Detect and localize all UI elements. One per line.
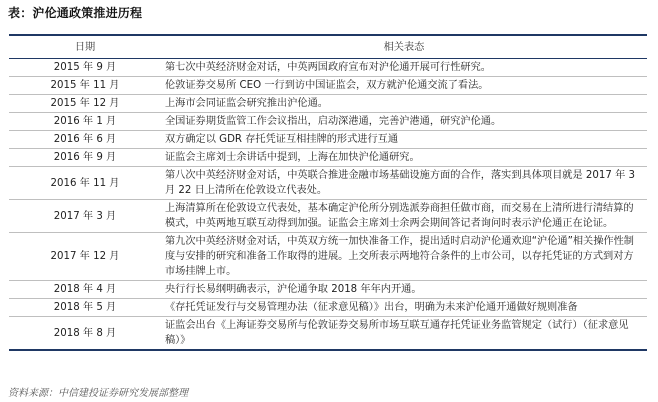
row-event: 《存托凭证发行与交易管理办法（征求意见稿）》出台，明确为未来沪伦通开通做好规则准备	[161, 299, 647, 317]
row-date: 2018 年 4 月	[9, 281, 161, 299]
table-row	[9, 113, 647, 131]
table-row	[9, 59, 647, 77]
row-event: 伦敦证券交易所 CEO 一行到访中国证监会，双方就沪伦通交流了看法。	[161, 77, 647, 95]
row-date: 2016 年 9 月	[9, 149, 161, 167]
row-event: 第七次中英经济财金对话，中英两国政府宣布对沪伦通开展可行性研究。	[161, 59, 647, 77]
row-event: 上海清算所在伦敦设立代表处，基本确定沪伦所分别选派券商担任做市商，而交易在上清所进行清结算的模式，中英两地互联互动得到加强。证监会主席刘士余两会期间答记者询问时表示沪伦通正在论证。	[161, 200, 647, 233]
row-event: 证监会主席刘士余讲话中提到，上海在加快沪伦通研究。	[161, 149, 647, 167]
row-date: 2017 年 3 月	[9, 200, 161, 233]
table-row	[9, 131, 647, 149]
row-event: 第八次中英经济财金对话，中英联合推进金融市场基础设施方面的合作，落实到具体项目就是 2017 年 3 月 22 日上清所在伦敦设立代表处。	[161, 167, 647, 200]
table-row	[9, 95, 647, 113]
table-row	[9, 233, 647, 281]
source-note: 资料来源：中信建投证券研究发展部整理	[8, 388, 188, 399]
row-event: 央行行长易纲明确表示，沪伦通争取 2018 年年内开通。	[161, 281, 647, 299]
table-row	[9, 77, 647, 95]
table-row	[9, 281, 647, 299]
table-row	[9, 149, 647, 167]
row-date: 2015 年 12 月	[9, 95, 161, 113]
row-date: 2016 年 1 月	[9, 113, 161, 131]
table-row	[9, 167, 647, 200]
table-row	[9, 200, 647, 233]
row-event: 全国证券期货监管工作会议指出，启动深港通，完善沪港通，研究沪伦通。	[161, 113, 647, 131]
policy-timeline-table	[9, 34, 647, 351]
table-title: 表：沪伦通政策推进历程	[8, 6, 143, 20]
row-date: 2015 年 9 月	[9, 59, 161, 77]
row-date: 2018 年 5 月	[9, 299, 161, 317]
column-header-date: 日期	[9, 35, 161, 59]
row-date: 2018 年 8 月	[9, 317, 161, 351]
row-date: 2017 年 12 月	[9, 233, 161, 281]
policy-timeline-table-container	[9, 34, 647, 351]
table-row	[9, 299, 647, 317]
column-header-event: 相关表态	[161, 35, 647, 59]
table-body	[9, 59, 647, 351]
table-header-row	[9, 35, 647, 59]
table-row	[9, 317, 647, 351]
row-event: 证监会出台《上海证券交易所与伦敦证券交易所市场互联互通存托凭证业务监管规定（试行）（征求意见稿）》	[161, 317, 647, 351]
row-date: 2016 年 6 月	[9, 131, 161, 149]
row-event: 上海市会同证监会研究推出沪伦通。	[161, 95, 647, 113]
row-event: 第九次中英经济财金对话，中英双方统一加快准备工作，提出适时启动沪伦通欢迎“沪伦通”相关操作性制度与安排的研究和准备工作取得的进展。上交所表示两地符合条件的上市公司，以存托凭证的方式到对方市场挂牌上市。	[161, 233, 647, 281]
row-date: 2015 年 11 月	[9, 77, 161, 95]
row-date: 2016 年 11 月	[9, 167, 161, 200]
row-event: 双方确定以 GDR 存托凭证互相挂牌的形式进行互通	[161, 131, 647, 149]
